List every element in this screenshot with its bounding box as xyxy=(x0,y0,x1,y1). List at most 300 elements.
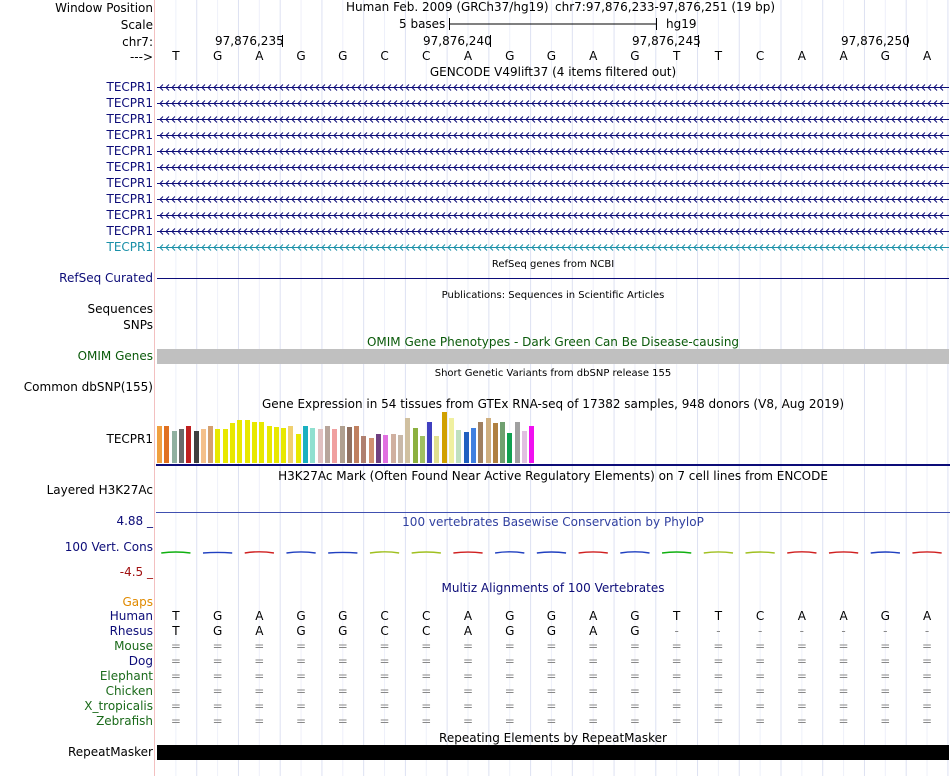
aligned-base: = xyxy=(588,654,599,668)
gtex-tissue-bar[interactable] xyxy=(464,432,469,463)
gtex-tissue-bar[interactable] xyxy=(361,436,366,463)
conservation-mark xyxy=(662,552,691,553)
omim-gene-bar[interactable] xyxy=(157,349,949,364)
gencode-item-label[interactable]: TECPR1 xyxy=(106,240,153,254)
base-letter: G xyxy=(505,49,515,63)
aligned-base: = xyxy=(671,714,682,728)
aligned-base: = xyxy=(922,669,933,683)
aligned-base: G xyxy=(338,624,348,638)
aligned-base: = xyxy=(838,654,849,668)
aligned-base: G xyxy=(296,609,306,623)
position-readout[interactable]: chr7:97,876,233-97,876,251 (19 bp) xyxy=(555,0,776,14)
gencode-track-title: GENCODE V49lift37 (4 items filtered out) xyxy=(429,65,677,79)
aligned-base: = xyxy=(588,669,599,683)
conservation-track-label[interactable]: 100 Vert. Cons xyxy=(64,540,153,554)
h3k27ac-baseline xyxy=(156,512,950,513)
aligned-base: = xyxy=(254,714,265,728)
gtex-tissue-bar[interactable] xyxy=(237,420,242,463)
conservation-mark xyxy=(912,552,941,553)
gtex-tissue-bar[interactable] xyxy=(172,431,177,463)
scale-label: Scale xyxy=(120,18,153,32)
aligned-base: C xyxy=(422,609,431,623)
aligned-base: = xyxy=(796,684,807,698)
gtex-tissue-bar[interactable] xyxy=(267,426,272,463)
species-alignment-row xyxy=(156,714,950,728)
publications-track-title: Publications: Sequences in Scientific Articles xyxy=(441,290,665,301)
aligned-base: A xyxy=(255,624,264,638)
species-label[interactable]: Dog xyxy=(128,654,153,668)
aligned-base: - xyxy=(757,624,763,638)
base-sequence-row xyxy=(156,49,950,63)
base-letter: G xyxy=(296,49,306,63)
aligned-base: = xyxy=(421,714,432,728)
aligned-base: = xyxy=(337,654,348,668)
species-label[interactable]: Mouse xyxy=(114,639,153,653)
aligned-base: = xyxy=(170,699,181,713)
gtex-tissue-bar[interactable] xyxy=(434,436,439,463)
aligned-base: = xyxy=(379,699,390,713)
aligned-base: = xyxy=(713,639,724,653)
aligned-base: = xyxy=(546,714,557,728)
gtex-tissue-bar[interactable] xyxy=(478,422,483,463)
gtex-tissue-bar[interactable] xyxy=(303,426,308,463)
tick-label: 97,876,250 xyxy=(841,34,910,48)
gtex-tissue-bar[interactable] xyxy=(157,426,162,463)
gtex-tissue-bar[interactable] xyxy=(442,412,447,463)
base-letter: G xyxy=(880,49,890,63)
gencode-transcript[interactable] xyxy=(157,131,949,140)
aligned-base: = xyxy=(755,714,766,728)
aligned-base: = xyxy=(880,714,891,728)
scale-value: 5 bases xyxy=(399,17,446,31)
gencode-transcript[interactable] xyxy=(157,243,949,252)
aligned-base: = xyxy=(296,639,307,653)
aligned-base: G xyxy=(505,609,515,623)
gtex-tissue-bar[interactable] xyxy=(383,435,388,463)
conservation-mark xyxy=(829,552,858,553)
conservation-mark xyxy=(495,552,524,553)
aligned-base: T xyxy=(672,609,681,623)
aligned-base: = xyxy=(462,639,474,653)
aligned-base: C xyxy=(422,624,431,638)
base-letter: C xyxy=(755,49,765,63)
aligned-base: = xyxy=(254,654,265,668)
aligned-base: G xyxy=(880,609,890,623)
gtex-tissue-bar[interactable] xyxy=(274,427,279,463)
base-letter: G xyxy=(338,49,348,63)
gencode-item-label[interactable]: TECPR1 xyxy=(106,160,153,174)
base-letter: A xyxy=(797,49,806,63)
aligned-base: = xyxy=(212,684,223,698)
aligned-base: = xyxy=(212,669,223,683)
species-alignment-row xyxy=(156,639,950,653)
gtex-tissue-bar[interactable] xyxy=(354,426,359,463)
species-label[interactable]: Rhesus xyxy=(109,624,153,638)
conservation-mark xyxy=(453,552,482,553)
aligned-base: = xyxy=(671,654,682,668)
aligned-base: = xyxy=(671,639,682,653)
aligned-base: = xyxy=(337,699,348,713)
repeatmasker-track-title: Repeating Elements by RepeatMasker xyxy=(439,731,667,745)
conservation-mark xyxy=(537,552,566,553)
gencode-item-label[interactable]: TECPR1 xyxy=(106,144,153,158)
aligned-base: = xyxy=(504,639,515,653)
gtex-tissue-bar[interactable] xyxy=(230,423,235,463)
gtex-tissue-bar[interactable] xyxy=(179,429,184,463)
aligned-base: = xyxy=(379,639,390,653)
h3k27ac-track-label[interactable]: Layered H3K27Ac xyxy=(46,483,153,497)
species-alignment-row xyxy=(156,699,950,713)
conservation-mark xyxy=(704,552,733,553)
gtex-tissue-bar[interactable] xyxy=(376,434,381,463)
aligned-base: = xyxy=(421,669,432,683)
aligned-base: = xyxy=(629,639,640,653)
repeatmasker-track-label[interactable]: RepeatMasker xyxy=(67,745,153,759)
conservation-mark xyxy=(203,552,232,553)
aligned-base: = xyxy=(379,669,390,683)
tick-label: 97,876,245 xyxy=(632,34,701,48)
gencode-transcript[interactable] xyxy=(157,115,949,124)
aligned-base: - xyxy=(674,624,679,638)
aligned-base: = xyxy=(546,699,557,713)
gtex-tissue-bar[interactable] xyxy=(259,422,264,463)
assembly-title: Human Feb. 2009 (GRCh37/hg19) xyxy=(346,0,549,14)
gencode-transcript[interactable] xyxy=(157,227,949,236)
aligned-base: = xyxy=(546,669,557,683)
dbsnp-track-title: Short Genetic Variants from dbSNP release 155 xyxy=(434,368,672,379)
conservation-mark xyxy=(620,552,649,553)
gtex-tissue-bar[interactable] xyxy=(391,434,396,463)
aligned-base: = xyxy=(629,714,640,728)
gencode-item-label[interactable]: TECPR1 xyxy=(106,176,153,190)
aligned-base: = xyxy=(671,684,682,698)
conservation-mark xyxy=(579,552,608,553)
aligned-base: = xyxy=(504,714,515,728)
aligned-base: = xyxy=(838,639,849,653)
aligned-base: = xyxy=(212,654,223,668)
dbsnp-track-label[interactable]: Common dbSNP(155) xyxy=(23,380,153,394)
conservation-mark xyxy=(328,552,357,553)
gtex-tissue-bar[interactable] xyxy=(245,420,250,463)
aligned-base: = xyxy=(254,684,265,698)
gtex-tissue-bar[interactable] xyxy=(310,428,315,463)
species-label[interactable]: X_tropicalis xyxy=(84,699,153,713)
aligned-base: T xyxy=(172,624,180,638)
aligned-base: = xyxy=(629,684,640,698)
aligned-base: = xyxy=(212,639,223,653)
aligned-base: = xyxy=(880,699,891,713)
species-alignment-row xyxy=(156,624,950,638)
aligned-base: = xyxy=(379,654,390,668)
aligned-base: = xyxy=(588,639,599,653)
aligned-base: T xyxy=(714,609,723,623)
gencode-transcript[interactable] xyxy=(157,83,949,92)
conservation-min-label: -4.5 _ xyxy=(119,565,153,579)
gtex-tissue-bar[interactable] xyxy=(288,426,293,463)
gtex-tissue-bar[interactable] xyxy=(347,427,352,463)
aligned-base: = xyxy=(337,714,348,728)
gencode-transcript[interactable] xyxy=(157,179,949,188)
aligned-base: = xyxy=(796,654,807,668)
repeatmasker-bar[interactable] xyxy=(157,745,949,760)
aligned-base: G xyxy=(630,624,640,638)
gtex-tissue-bar[interactable] xyxy=(529,426,534,463)
aligned-base: = xyxy=(588,714,599,728)
gtex-tissue-bar[interactable] xyxy=(194,431,199,463)
aligned-base: T xyxy=(172,609,180,623)
aligned-base: = xyxy=(296,684,307,698)
aligned-base: = xyxy=(170,639,181,653)
aligned-base: = xyxy=(504,669,515,683)
gencode-transcript[interactable] xyxy=(157,195,949,204)
gencode-transcript[interactable] xyxy=(157,163,949,172)
gtex-tissue-bar[interactable] xyxy=(340,426,345,463)
aligned-base: = xyxy=(421,654,432,668)
aligned-base: = xyxy=(713,714,724,728)
aligned-base: = xyxy=(880,669,891,683)
aligned-base: = xyxy=(713,654,724,668)
aligned-base: = xyxy=(170,654,181,668)
aligned-base: C xyxy=(380,624,389,638)
aligned-base: = xyxy=(337,669,348,683)
aligned-base: = xyxy=(296,669,307,683)
aligned-base: = xyxy=(755,684,766,698)
aligned-base: = xyxy=(462,684,474,698)
base-letter: T xyxy=(672,49,681,63)
gtex-tissue-bar[interactable] xyxy=(369,438,374,464)
gencode-transcript[interactable] xyxy=(157,211,949,220)
multiz-track-title: Multiz Alignments of 100 Vertebrates xyxy=(441,581,665,595)
species-alignment-row xyxy=(156,669,950,683)
aligned-base: = xyxy=(838,714,849,728)
conservation-mark xyxy=(370,552,399,553)
aligned-base: = xyxy=(755,699,766,713)
publications-label-snps[interactable]: SNPs xyxy=(123,318,153,332)
aligned-base: C xyxy=(755,609,765,623)
aligned-base: = xyxy=(504,699,515,713)
omim-track-title: OMIM Gene Phenotypes - Dark Green Can Be Disease-causing xyxy=(366,335,740,349)
gtex-tissue-bar[interactable] xyxy=(486,418,491,463)
aligned-base: = xyxy=(379,684,390,698)
gtex-tissue-bar[interactable] xyxy=(515,422,520,463)
conservation-mark xyxy=(245,552,274,553)
refseq-gene-line[interactable] xyxy=(157,278,949,279)
conservation-mark xyxy=(161,552,190,553)
aligned-base: = xyxy=(504,684,515,698)
species-alignment-row xyxy=(156,609,950,623)
gtex-tissue-bar[interactable] xyxy=(201,429,206,463)
aligned-base: G xyxy=(338,609,348,623)
publications-label-sequences[interactable]: Sequences xyxy=(87,302,153,316)
refseq-track-title: RefSeq genes from NCBI xyxy=(491,259,615,270)
aligned-base: = xyxy=(922,699,933,713)
gtex-tissue-bar[interactable] xyxy=(522,431,527,463)
aligned-base: G xyxy=(505,624,515,638)
aligned-base: A xyxy=(463,624,473,638)
chrom-label: chr7: xyxy=(122,35,153,49)
species-alignment-row xyxy=(156,654,950,668)
base-letter: A xyxy=(589,49,598,63)
aligned-base: = xyxy=(755,639,766,653)
species-label[interactable]: Elephant xyxy=(99,669,153,683)
aligned-base: = xyxy=(755,654,766,668)
gencode-item-label[interactable]: TECPR1 xyxy=(106,80,153,94)
gtex-tissue-bar[interactable] xyxy=(318,429,323,463)
aligned-base: = xyxy=(421,684,432,698)
gtex-tissue-bar[interactable] xyxy=(420,436,425,463)
aligned-base: = xyxy=(421,639,432,653)
aligned-base: = xyxy=(796,714,807,728)
aligned-base: = xyxy=(296,654,307,668)
conservation-max-label: 4.88 _ xyxy=(116,514,153,528)
aligned-base: - xyxy=(799,624,805,638)
gencode-item-label[interactable]: TECPR1 xyxy=(106,224,153,238)
conservation-mark xyxy=(871,552,900,553)
aligned-base: = xyxy=(337,639,348,653)
base-letter: T xyxy=(172,49,180,63)
aligned-base: = xyxy=(296,699,307,713)
aligned-base: = xyxy=(254,669,265,683)
aligned-base: = xyxy=(546,639,557,653)
aligned-base: = xyxy=(838,669,849,683)
aligned-base: = xyxy=(880,654,891,668)
gtex-tissue-bar[interactable] xyxy=(332,429,337,463)
species-alignment-row xyxy=(156,684,950,698)
base-letter: C xyxy=(422,49,431,63)
gtex-tissue-bar[interactable] xyxy=(449,418,454,463)
aligned-base: = xyxy=(629,654,640,668)
aligned-base: = xyxy=(462,669,474,683)
gtex-tissue-bar[interactable] xyxy=(456,430,461,463)
aligned-base: = xyxy=(838,699,849,713)
aligned-base: = xyxy=(462,714,474,728)
aligned-base: = xyxy=(296,714,307,728)
gtex-tissue-bar[interactable] xyxy=(507,433,512,463)
aligned-base: G xyxy=(630,609,640,623)
gtex-tissue-bar[interactable] xyxy=(325,426,330,463)
gencode-item-label[interactable]: TECPR1 xyxy=(106,192,153,206)
conservation-track-title: 100 vertebrates Basewise Conservation by PhyloP xyxy=(402,515,704,529)
tick-label: 97,876,240 xyxy=(423,34,492,48)
base-letter: G xyxy=(630,49,640,63)
gencode-transcript[interactable] xyxy=(157,147,949,156)
gtex-tissue-bar[interactable] xyxy=(208,426,213,463)
aligned-base: = xyxy=(671,669,682,683)
base-letter: A xyxy=(839,49,848,63)
aligned-base: G xyxy=(212,624,223,638)
base-letter: A xyxy=(255,49,264,63)
gencode-item-label[interactable]: TECPR1 xyxy=(106,208,153,222)
species-label[interactable]: Chicken xyxy=(105,684,153,698)
species-label[interactable]: Zebrafish xyxy=(96,714,153,728)
gtex-tissue-bar[interactable] xyxy=(186,426,191,463)
gtex-gene-line xyxy=(156,464,950,466)
aligned-base: G xyxy=(546,624,557,638)
conservation-mark xyxy=(412,552,441,553)
aligned-base: - xyxy=(924,624,930,638)
base-letter: A xyxy=(922,49,932,63)
aligned-base: = xyxy=(880,639,891,653)
species-label[interactable]: Human xyxy=(109,609,153,623)
gtex-tissue-bar[interactable] xyxy=(413,428,418,463)
tick-label: 97,876,235 xyxy=(215,34,284,48)
gtex-tissue-bar[interactable] xyxy=(223,429,228,463)
gtex-tissue-bar[interactable] xyxy=(398,435,403,463)
aligned-base: = xyxy=(922,654,933,668)
aligned-base: = xyxy=(546,684,557,698)
aligned-base: = xyxy=(588,684,599,698)
gencode-item-label[interactable]: TECPR1 xyxy=(106,128,153,142)
aligned-base: = xyxy=(588,699,599,713)
gencode-transcript[interactable] xyxy=(157,99,949,108)
aligned-base: A xyxy=(589,609,598,623)
aligned-base: = xyxy=(212,699,223,713)
aligned-base: = xyxy=(755,669,766,683)
aligned-base: A xyxy=(463,609,473,623)
gtex-tissue-bar[interactable] xyxy=(427,422,432,463)
gtex-tissue-bar[interactable] xyxy=(405,418,410,463)
omim-track-label[interactable]: OMIM Genes xyxy=(77,349,153,363)
aligned-base: = xyxy=(337,684,348,698)
base-letter: T xyxy=(714,49,723,63)
aligned-base: = xyxy=(713,684,724,698)
aligned-base: = xyxy=(922,714,933,728)
gtex-tissue-bar[interactable] xyxy=(471,428,476,463)
gtex-tissue-bar[interactable] xyxy=(215,429,220,463)
aligned-base: = xyxy=(462,699,474,713)
refseq-track-label[interactable]: RefSeq Curated xyxy=(59,271,153,285)
gtex-tissue-bar[interactable] xyxy=(500,422,505,463)
scale-db: hg19 xyxy=(666,17,697,31)
strand-label: ---> xyxy=(129,50,153,64)
gtex-tissue-bar[interactable] xyxy=(281,428,286,463)
aligned-base: = xyxy=(671,699,682,713)
aligned-base: A xyxy=(255,609,264,623)
aligned-base: = xyxy=(796,699,807,713)
gencode-item-label[interactable]: TECPR1 xyxy=(106,96,153,110)
base-letter: A xyxy=(463,49,473,63)
aligned-base: = xyxy=(922,684,933,698)
aligned-base: A xyxy=(797,609,806,623)
aligned-base: = xyxy=(629,699,640,713)
aligned-base: = xyxy=(170,669,181,683)
gtex-tissue-bar[interactable] xyxy=(296,434,301,463)
aligned-base: A xyxy=(839,609,848,623)
aligned-base: = xyxy=(713,669,724,683)
aligned-base: G xyxy=(212,609,223,623)
gtex-track-label[interactable]: TECPR1 xyxy=(106,432,153,446)
window-position-label: Window Position xyxy=(55,1,153,15)
conservation-mark xyxy=(746,552,775,553)
aligned-base: = xyxy=(462,654,474,668)
base-letter: G xyxy=(546,49,557,63)
gtex-tissue-bar[interactable] xyxy=(164,426,169,463)
gtex-tissue-bar[interactable] xyxy=(252,422,257,463)
gtex-tissue-bar[interactable] xyxy=(493,423,498,463)
conservation-mark xyxy=(787,552,816,553)
gencode-item-label[interactable]: TECPR1 xyxy=(106,112,153,126)
aligned-base: = xyxy=(212,714,223,728)
aligned-base: = xyxy=(504,654,515,668)
aligned-base: = xyxy=(170,684,181,698)
aligned-base: = xyxy=(922,639,933,653)
gaps-label: Gaps xyxy=(122,595,153,609)
aligned-base: - xyxy=(841,624,846,638)
aligned-base: A xyxy=(589,624,598,638)
aligned-base: = xyxy=(254,639,265,653)
aligned-base: = xyxy=(421,699,432,713)
aligned-base: = xyxy=(170,714,181,728)
